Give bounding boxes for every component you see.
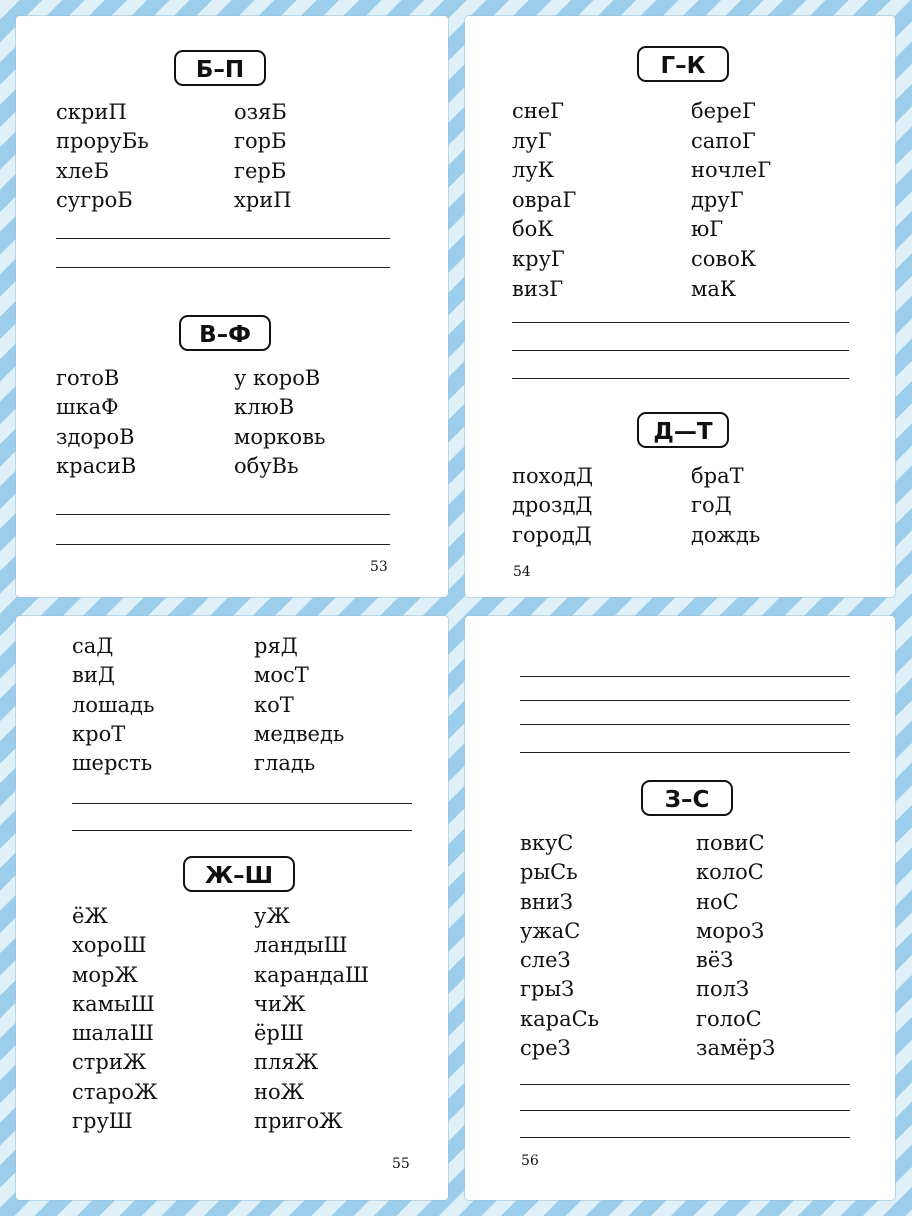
section-header-z-s: З–С [641,780,733,816]
word: повиС [696,831,765,855]
writing-line[interactable] [520,676,850,677]
word: браТ [691,464,744,488]
word: мосТ [254,663,309,688]
word: походД [512,464,594,488]
writing-line[interactable] [520,1084,850,1085]
word: мороЗ [696,918,765,943]
page-number: 54 [513,564,531,580]
word: здороВ [56,424,135,449]
page-54 [465,16,895,597]
word-column-left [512,462,593,550]
word: ёрШ [254,1021,304,1046]
word: полЗ [696,977,750,1002]
word: караСь [520,1006,600,1031]
word: скриП [56,100,127,124]
word: грыЗ [520,977,575,1002]
word: колоС [696,860,764,885]
section-header-d-t: Д—Т [637,412,729,448]
word: сугроБ [56,187,133,212]
word: ноС [696,889,739,914]
writing-line[interactable] [72,803,412,804]
word: луГ [512,128,552,153]
word: готоВ [56,366,120,390]
word: дождь [691,522,761,547]
word-column-left [56,98,149,215]
word: хлеБ [56,158,110,183]
word-column-right [696,829,775,1063]
writing-line[interactable] [56,544,390,545]
word: ноЖ [254,1079,305,1104]
word: круГ [512,246,565,271]
word: маК [691,276,737,301]
section-header-g-k: Г–К [637,46,729,82]
writing-line[interactable] [56,514,390,515]
word: юГ [691,217,724,242]
page-number: 55 [392,1156,410,1172]
section-header-b-p: Б–П [174,50,266,86]
word: клюВ [234,395,295,420]
word: хриП [234,187,292,212]
word: герБ [234,158,287,183]
writing-line[interactable] [56,238,390,239]
word: пригоЖ [254,1109,343,1134]
word: проруБь [56,129,149,154]
word: дроздД [512,493,593,518]
word: снеГ [512,99,565,123]
word: саД [72,634,114,658]
word: ёЖ [72,904,109,928]
word: береГ [691,99,756,123]
word: ночлеГ [691,158,772,183]
word: среЗ [520,1036,571,1061]
word: шерсть [72,751,153,776]
word: морковь [234,424,326,449]
page-55 [16,616,448,1200]
word: морЖ [72,962,139,987]
writing-line[interactable] [520,700,850,701]
page-56 [465,616,895,1200]
word: друГ [691,187,744,212]
word: медведь [254,721,345,746]
word-column-left [520,829,599,1063]
word-column-right [691,97,771,304]
page-53 [16,16,448,597]
word: вёЗ [696,948,734,973]
section-header-v-f: В–Ф [179,315,271,351]
word: горБ [234,129,287,154]
word: красиВ [56,453,137,478]
word-column-right [234,98,292,215]
word: гоД [691,493,732,518]
word: у короВ [234,366,321,390]
word: кроТ [72,721,126,746]
word: луК [512,158,554,183]
word: виД [72,663,115,688]
word: овраГ [512,187,577,212]
word: гладь [254,751,316,776]
writing-line[interactable] [520,752,850,753]
word: карандаШ [254,962,370,987]
word-column-right [691,462,760,550]
word-column-left [56,364,136,481]
writing-line[interactable] [72,830,412,831]
word-column-left [72,902,158,1136]
word: городД [512,522,592,547]
word: рыСь [520,860,578,885]
section-header-zh-sh: Ж–Ш [183,856,295,892]
word: чиЖ [254,991,306,1016]
word: лошадь [72,692,155,717]
word: камыШ [72,991,155,1016]
page-number: 53 [370,559,388,575]
word: староЖ [72,1079,158,1104]
word: боК [512,217,554,242]
word: ряД [254,634,298,658]
word-column-left [512,97,576,304]
writing-line[interactable] [512,350,849,351]
word: ужаС [520,918,581,943]
word: шкаФ [56,395,119,420]
word: замёрЗ [696,1036,776,1061]
writing-line[interactable] [520,1137,850,1138]
word: груШ [72,1109,133,1134]
word: коТ [254,692,294,717]
word: ландыШ [254,933,348,958]
page-number: 56 [521,1153,539,1169]
word: шалаШ [72,1021,154,1046]
writing-line[interactable] [520,1110,850,1111]
word: визГ [512,276,564,301]
word: стриЖ [72,1050,147,1075]
writing-line[interactable] [520,724,850,725]
word: озяБ [234,100,287,124]
word: совоК [691,246,757,271]
word: голоС [696,1006,762,1031]
word: вкуС [520,831,574,855]
word: уЖ [254,904,290,928]
word: слеЗ [520,948,571,973]
word-column-right [254,902,369,1136]
writing-line[interactable] [56,267,390,268]
word-column-left [72,632,154,778]
word: хороШ [72,933,147,958]
word-column-right [254,632,344,778]
word: пляЖ [254,1050,319,1075]
writing-line[interactable] [512,322,849,323]
word: сапоГ [691,128,756,153]
word: обуВь [234,453,299,478]
writing-line[interactable] [512,378,849,379]
word: вниЗ [520,889,573,914]
word-column-right [234,364,325,481]
